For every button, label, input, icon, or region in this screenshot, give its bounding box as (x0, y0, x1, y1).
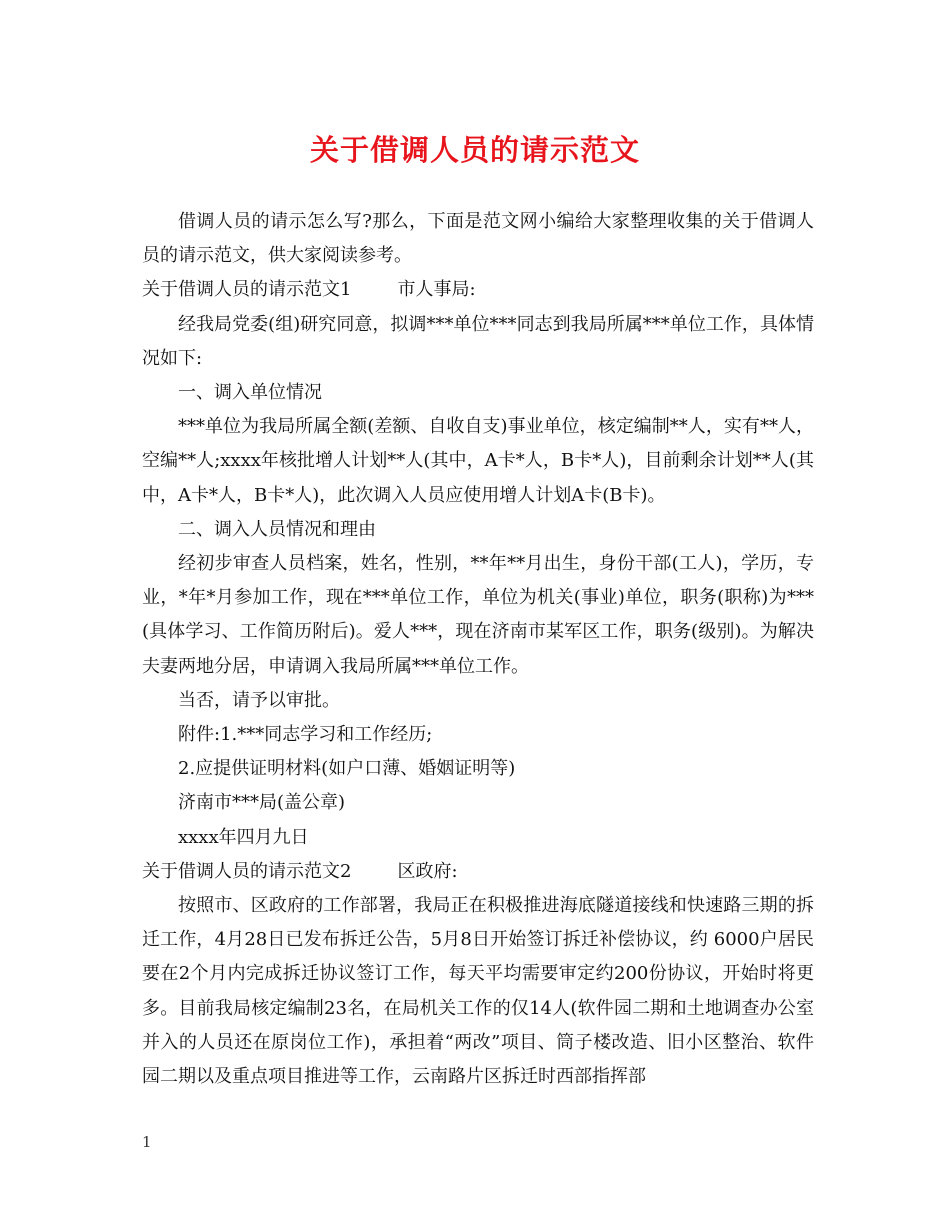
sample1-attachment-1: 附件:1.***同志学习和工作经历; (178, 724, 433, 746)
sample2-recipient: 区政府: (397, 860, 458, 882)
sample2-paragraph-1: 按照市、区政府的工作部署，我局正在积极推进海底隧道接线和快速路三期的拆迁工作，4月28日已发布拆迁公告，5月8日开始签订拆迁补偿协议，约 6000户居民要在2个月内完成拆迁协议签订工作，每天平均需要审定约200份协议，开始时将更多。目前我局核定编制23名，在局机关工作的仅14人(软件园二期和土地调查办公室并入的人员还在原岗位工作)，承担着“两改”项目、筒子楼改造、旧小区整治、软件园二期以及重点项目推进等工作，云南路片区拆迁时西部指挥部 (142, 895, 814, 1088)
document-title: 关于借调人员的请示范文 (309, 133, 640, 167)
sample1-section1-body: ***单位为我局所属全额(差额、自收自支)事业单位，核定编制**人，实有**人，空编**人;xxxx年核批增人计划**人(其中，A卡*人，B卡*人)，目前剩余计划**人(其中，A卡*人，B卡*人)，此次调入人员应使用增人计划A卡(B卡)。 (142, 416, 814, 506)
sample1-paragraph-1: 经我局党委(组)研究同意，拟调***单位***同志到我局所属***单位工作，具体情况如下: (142, 313, 814, 369)
sample1-date: xxxx年四月九日 (178, 826, 309, 848)
sample1-section2-body: 经初步审查人员档案，姓名，性别，**年**月出生，身份干部(工人)，学历，专业，*年*月参加工作，现在***单位工作，单位为机关(事业)单位，职务(职称)为***(具体学习、工作简历附后)。爱人***，现在济南市某军区工作，职务(级别)。为解决夫妻两地分居，申请调入我局所属***单位工作。 (142, 553, 814, 677)
document-body (142, 205, 814, 1094)
sample1-heading: 关于借调人员的请示范文1 (142, 279, 352, 301)
sample1-attachment-2: 2.应提供证明材料(如户口薄、婚姻证明等) (178, 758, 516, 780)
sample1-recipient: 市人事局: (397, 279, 476, 301)
sample1-section2-title: 二、调入人员情况和理由 (178, 518, 376, 540)
sample2-heading-line (142, 855, 814, 889)
page-number: 1 (142, 1133, 152, 1151)
sample1-signature: 济南市***局(盖公章) (178, 792, 346, 814)
sample1-heading-line (142, 273, 814, 307)
sample1-section1-title: 一、调入单位情况 (178, 382, 322, 404)
sample1-request: 当否，请予以审批。 (178, 689, 340, 711)
sample2-heading: 关于借调人员的请示范文2 (142, 860, 352, 882)
intro-paragraph: 借调人员的请示怎么写?那么，下面是范文网小编给大家整理收集的关于借调人员的请示范文，供大家阅读参考。 (142, 211, 814, 267)
